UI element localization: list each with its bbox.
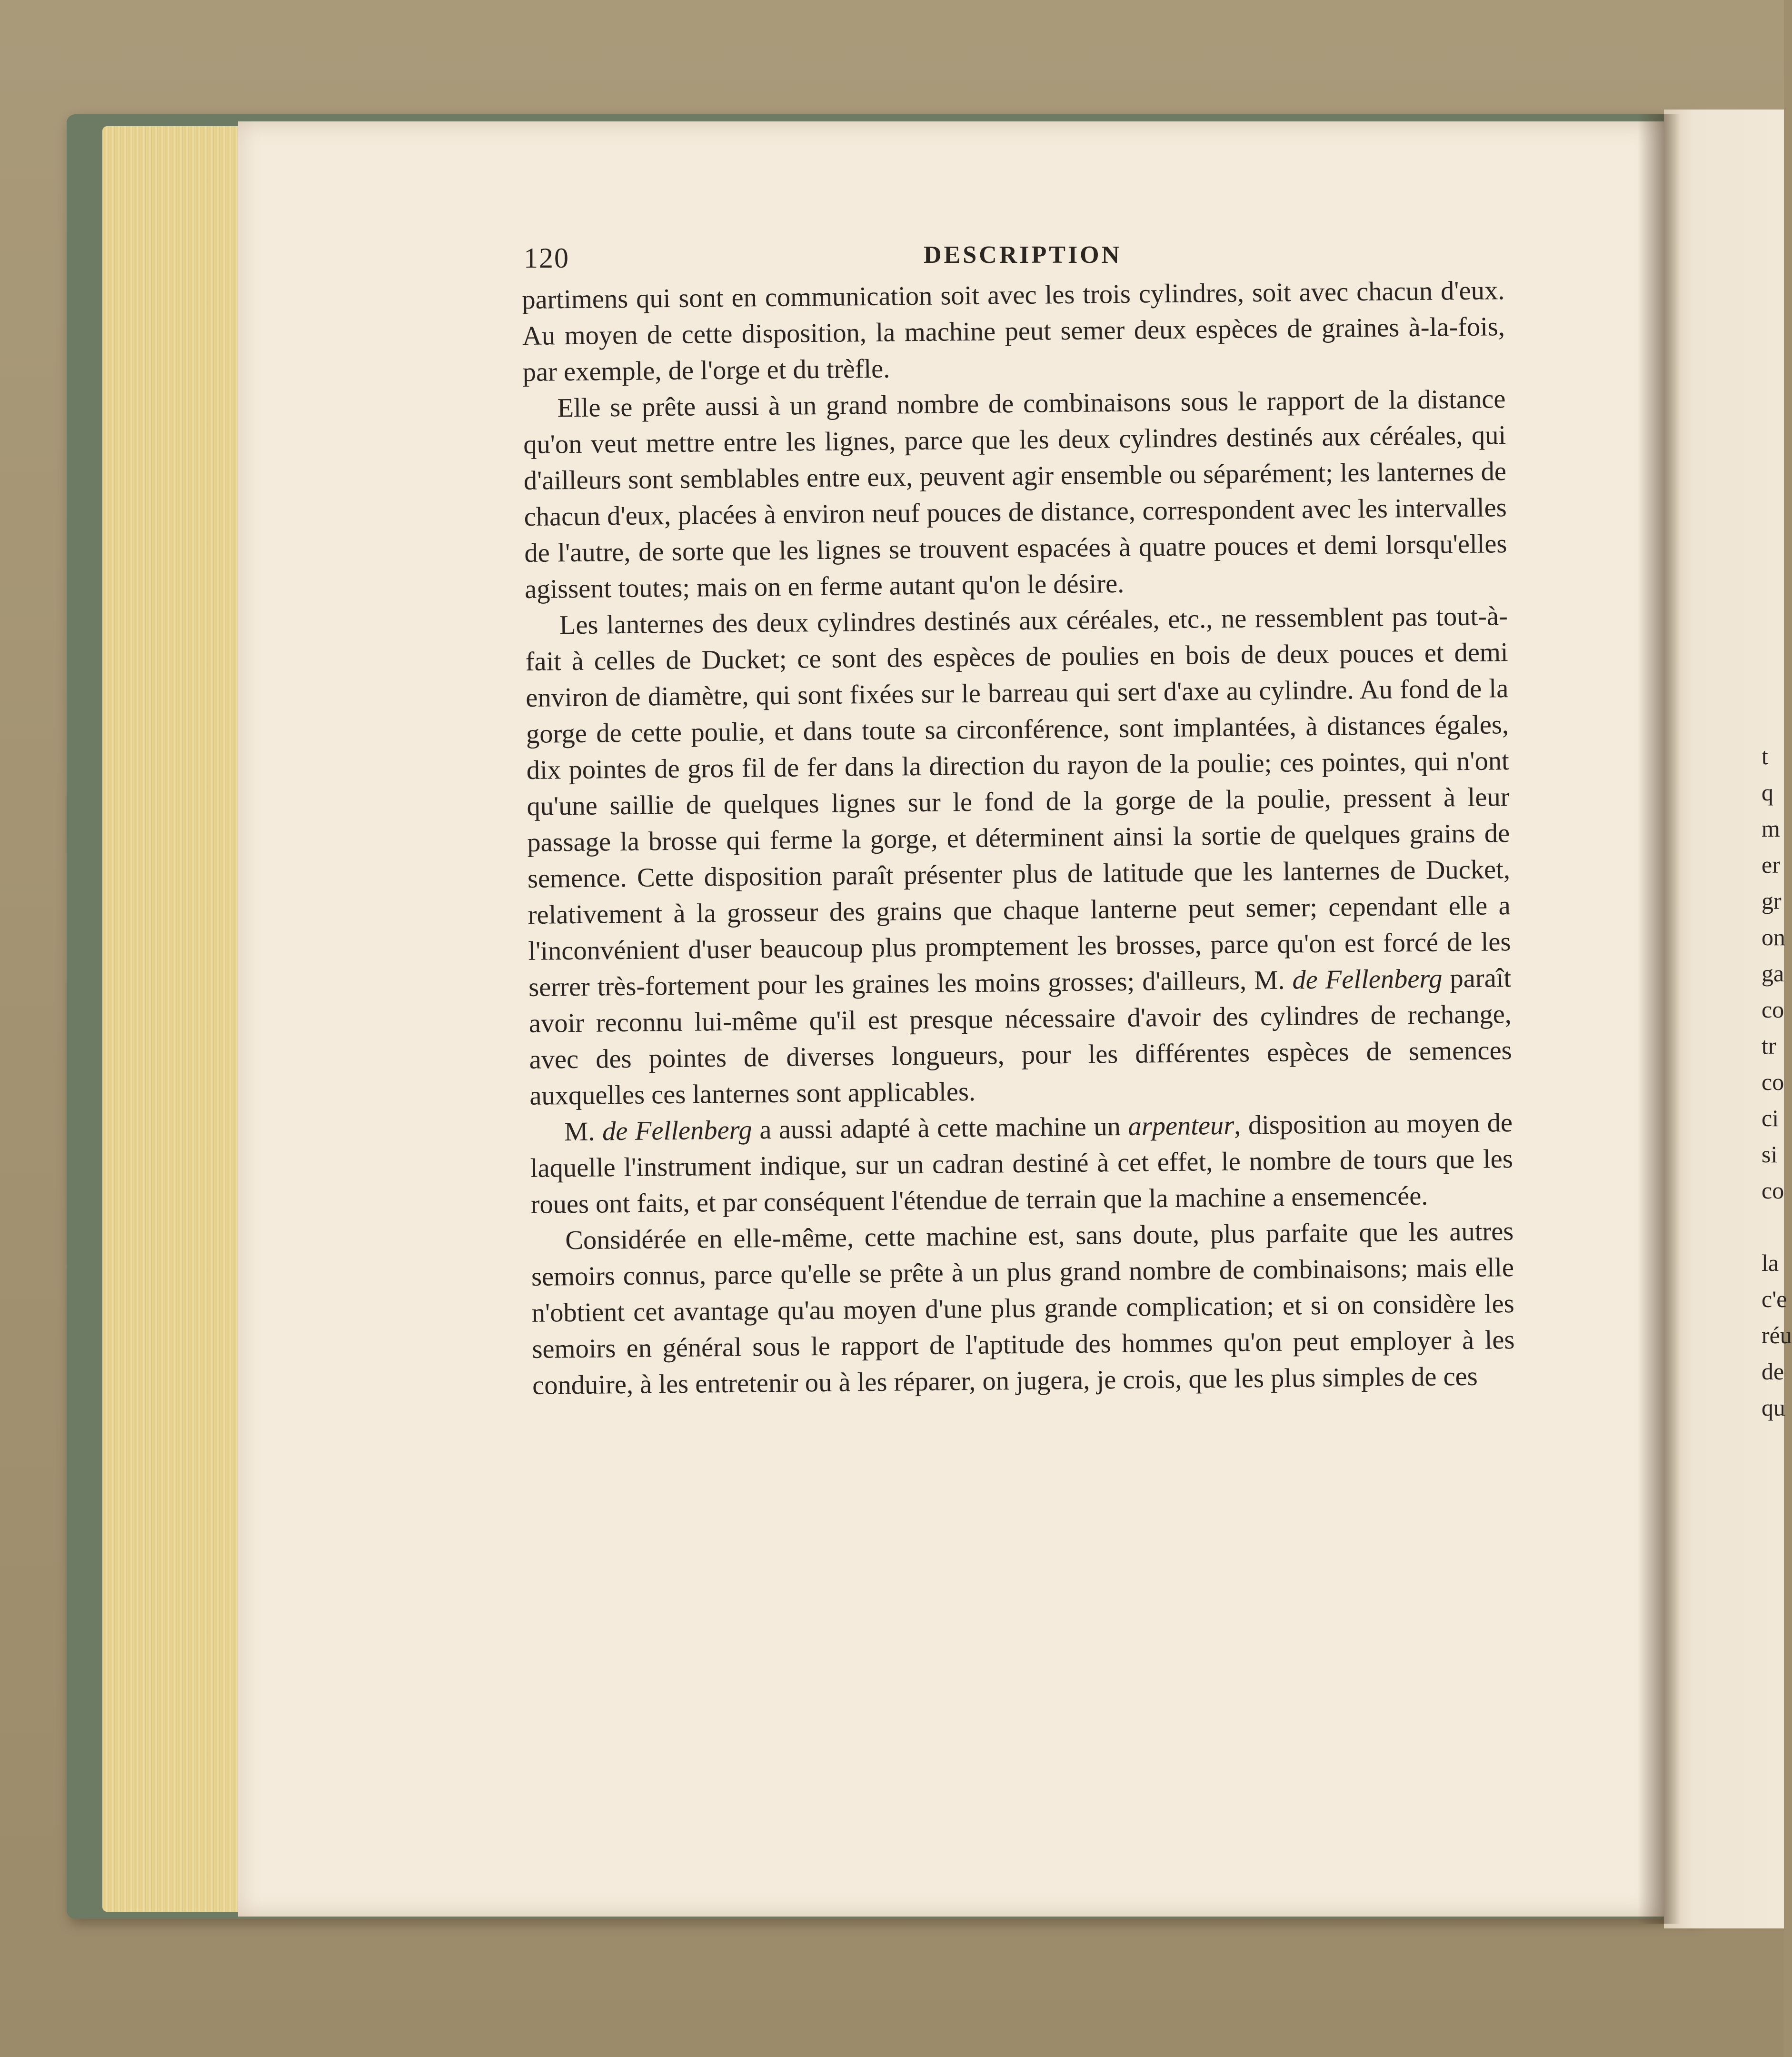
facing-fragment: m: [1762, 815, 1780, 842]
facing-fragment: si: [1762, 1141, 1778, 1168]
facing-fragment: qu: [1762, 1394, 1785, 1421]
facing-fragment: de: [1762, 1358, 1784, 1385]
paragraph-4-text-b: a aussi adapté à cette machine un: [759, 1112, 1121, 1145]
facing-fragment: co: [1762, 1068, 1784, 1095]
facing-fragment: [1762, 1208, 1784, 1245]
facing-fragment: ga: [1762, 960, 1784, 987]
page-header-title: DESCRIPTION: [924, 241, 1122, 269]
page-number: 120: [524, 242, 569, 274]
paragraph-4: [530, 1105, 1513, 1223]
facing-page-text: [1762, 738, 1792, 1426]
facing-fragment: réu: [1762, 1322, 1792, 1348]
facing-fragment: q: [1762, 779, 1773, 806]
person-name: de Fellenberg: [602, 1115, 753, 1147]
body-text: [522, 272, 1518, 1701]
facing-fragment: er: [1762, 851, 1780, 878]
facing-fragment: co: [1762, 1177, 1784, 1204]
italic-term: arpenteur: [1128, 1110, 1234, 1141]
facing-fragment: gr: [1762, 888, 1782, 914]
paragraph-3-text-b: paraît avoir reconnu lui-même qu'il est presque nécessaire d'avoir des cylindres de rechange, avec des pointes de diverses longueurs, pour les différentes espèces de semences auxquelles ces lanternes sont applicables.: [528, 963, 1512, 1111]
paragraph-3-text-a: Les lanternes des deux cylindres destinés aux céréales, etc., ne ressemblent pas tout-à-fait à celles de Ducket; ce sont des espèces de poulies en bois de deux pouces et demi environ de diamètre, qui sont fixées sur le barreau qui sert d'axe au cylindre. Au fond de la gorge de cette poulie, et dans toute sa circonférence, sont implantées, à distances égales, dix pointes de gros fil de fer dans la direction du rayon de la poulie; ces pointes, qui n'ont qu'une saillie de quelques lignes sur le fond de la gorge de la poulie, pressent à leur passage la brosse qui ferme la gorge, et déterminent ainsi la sortie de quelques grains de semence. Cette disposition paraît présenter plus de latitude que les lanternes de Ducket, relativement à la grosseur des grains que chaque lanterne peut semer; cependant elle a l'inconvénient d'user beaucoup plus promptement les brosses, parce qu'on est forcé de les serrer très-fortement pour les graines les moins grosses; d'ailleurs, M.: [525, 601, 1511, 1002]
paragraph-4-text-c: , disposition au moyen de laquelle l'instrument indique, sur un cadran destiné à cet effet, le nombre de tours que les roues ont faits, et par conséquent l'étendue de terrain que la machine a ensemencée.: [530, 1108, 1513, 1219]
facing-fragment: tr: [1762, 1032, 1776, 1059]
paragraph-2: Elle se prête aussi à un grand nombre de combinaisons sous le rapport de la distance qu'on veut mettre entre les lignes, parce que les deux cylindres destinés aux céréales, qui d'ailleurs sont semblables entre eux, peuvent agir ensemble ou séparément; les lanternes de chacun d'eux, placées à environ neuf pouces de distance, correspondent avec les intervalles de l'autre, de sorte que les lignes se trouvent espacées à quatre pouces et demi lorsqu'elles agissent toutes; mais on en ferme autant qu'on le désire.: [523, 384, 1507, 604]
facing-fragment: la: [1762, 1249, 1779, 1276]
facing-fragment: t: [1762, 743, 1768, 769]
facing-fragment: ci: [1762, 1105, 1779, 1131]
book-gutter: [1638, 114, 1681, 1924]
person-name: de Fellenberg: [1292, 964, 1443, 995]
facing-fragment: co: [1762, 996, 1784, 1023]
facing-fragment: c'e: [1762, 1286, 1787, 1312]
paragraph-1: partimens qui sont en communication soit avec les trois cylindres, soit avec chacun d'eux. Au moyen de cette disposition, la machine peut semer deux espèces de graines à-la-fois, par exemple, de l'orge et du trèfle.: [522, 276, 1505, 387]
facing-fragment: on: [1762, 924, 1785, 950]
paragraph-5: Considérée en elle-même, cette machine est, sans doute, plus parfaite que les autres semoirs connus, parce qu'elle se prête à un plus grand nombre de combinaisons; mais elle n'obtient cet avantage qu'au moyen d'une plus grande complication; et si on considère les semoirs en général sous le rapport de l'aptitude des hommes qu'on peut employer à les conduire, à les entretenir ou à les réparer, on jugera, je crois, que les plus simples de ces: [531, 1217, 1515, 1400]
paragraph-4-text-a: M.: [564, 1117, 595, 1147]
page-edges: [102, 126, 245, 1912]
paragraph-3: [525, 598, 1513, 1114]
running-head: [524, 236, 1552, 279]
